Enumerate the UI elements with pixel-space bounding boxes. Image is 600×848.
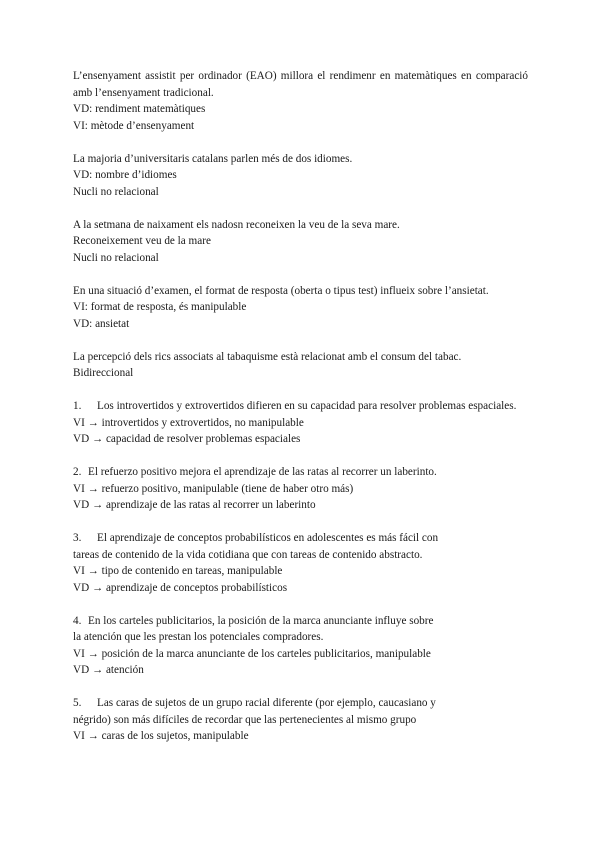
vd-line: VD → aprendizaje de conceptos probabilísticos bbox=[73, 581, 288, 594]
item-text-continued: tareas de contenido de la vida cotidiana que con tareas de contenido abstracto. bbox=[73, 548, 423, 561]
item-text: En los carteles publicitarios, la posición de la marca anunciante influye sobre bbox=[88, 614, 434, 627]
statement: En una situació d’examen, el format de resposta (oberta o tipus test) influeix sobre l’ansietat. bbox=[73, 284, 489, 297]
vi-line: VI → refuerzo positivo, manipulable (tiene de haber otro más) bbox=[73, 482, 354, 495]
vd-line: VD: rendiment matemàtiques bbox=[73, 103, 206, 115]
item-text: El aprendizaje de conceptos probabilísticos en adolescentes es más fácil con bbox=[97, 532, 439, 544]
section-4 bbox=[73, 283, 528, 333]
vd-line: VD: ansietat bbox=[73, 317, 130, 330]
vi-line: VI → posición de la marca anunciante de los carteles publicitarios, manipulable bbox=[73, 647, 431, 660]
item-text: Las caras de sujetos de un grupo racial diferente (por ejemplo, caucasiano y bbox=[97, 697, 436, 709]
item-text: El refuerzo positivo mejora el aprendizaje de las ratas al recorrer un laberinto. bbox=[88, 466, 437, 478]
section-2 bbox=[73, 151, 528, 201]
vd-line: VD → aprendizaje de las ratas al recorrer un laberinto bbox=[73, 499, 316, 511]
vd-line: VD: nombre d’idiomes bbox=[73, 169, 177, 181]
vi-line: VI: mètode d’ensenyament bbox=[73, 119, 195, 132]
numbered-item-4 bbox=[73, 613, 528, 679]
statement: A la setmana de naixament els nadosn reconeixen la veu de la seva mare. bbox=[73, 218, 400, 231]
vi-line: VI → caras de los sujetos, manipulable bbox=[73, 730, 249, 742]
vi-line: VI → tipo de contenido en tareas, manipulable bbox=[73, 565, 283, 577]
vi-line: VI → introvertidos y extrovertidos, no manipulable bbox=[73, 416, 304, 429]
section-5 bbox=[73, 349, 528, 382]
item-text-continued: la atención que les prestan los potenciales compradores. bbox=[73, 631, 324, 643]
statement: La majoria d’universitaris catalans parlen més de dos idiomes. bbox=[73, 152, 353, 165]
item-statement bbox=[73, 613, 528, 630]
vd-line: VD → atención bbox=[73, 664, 144, 676]
numbered-item-3 bbox=[73, 530, 528, 596]
vd-line: VD → capacidad de resolver problemas espaciales bbox=[73, 433, 301, 445]
item-number: 1. bbox=[73, 400, 82, 412]
item-statement bbox=[73, 695, 528, 712]
variable-line: Reconeixement veu de la mare bbox=[73, 235, 211, 247]
numbered-item-5 bbox=[73, 695, 528, 745]
statement: La percepció dels rics associats al tabaquisme està relacionat amb el consum del tabac. bbox=[73, 350, 462, 363]
statement: L’ensenyament assistit per ordinador (EAO) millora el rendimenr en matemàtiques en comparació amb l’ensenyament tradicional. bbox=[73, 70, 528, 99]
vi-line: VI: format de resposta, és manipulable bbox=[73, 301, 247, 313]
item-number: 5. bbox=[73, 697, 82, 709]
classification-line: Bidireccional bbox=[73, 367, 134, 379]
section-1 bbox=[73, 68, 528, 134]
classification-line: Nucli no relacional bbox=[73, 251, 159, 264]
item-number: 2. bbox=[73, 466, 82, 478]
classification-line: Nucli no relacional bbox=[73, 185, 159, 198]
item-text: Los introvertidos y extrovertidos difieren en su capacidad para resolver problemas espaciales. bbox=[97, 400, 517, 412]
item-statement bbox=[73, 530, 528, 547]
numbered-item-1 bbox=[73, 398, 528, 448]
item-number: 3. bbox=[73, 532, 82, 544]
item-text-continued: négrido) son más difíciles de recordar que las pertenecientes al mismo grupo bbox=[73, 713, 417, 726]
item-number: 4. bbox=[73, 614, 82, 627]
item-statement bbox=[73, 398, 528, 415]
item-statement bbox=[73, 464, 528, 481]
numbered-item-2 bbox=[73, 464, 528, 514]
section-3 bbox=[73, 217, 528, 267]
